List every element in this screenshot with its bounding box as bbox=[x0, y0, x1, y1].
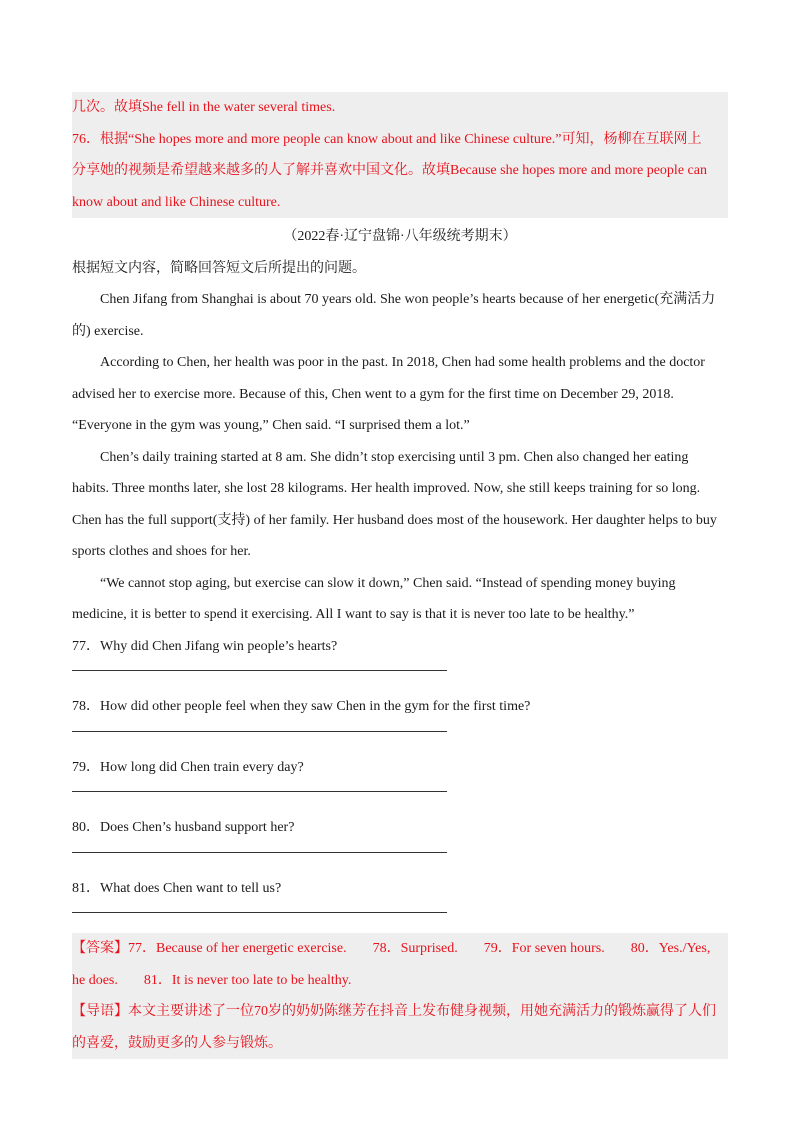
guide-text: 本文主要讲述了一位70岁的奶奶陈继芳在抖音上发布健身视频，用她充满活力的锻炼赢得了人们的喜爱，鼓励更多的人参与锻炼。 bbox=[72, 1004, 716, 1051]
passage-paragraph-4: “We cannot stop aging, but exercise can slow it down,” Chen said. “Instead of spending money buying medicine, it is better to spend it exercising. All I want to say is that it is never too late to be healthy.” bbox=[72, 575, 676, 622]
previous-answer-line: 几次。故填She fell in the water several times. bbox=[72, 100, 336, 115]
guide-label: 【导语】 bbox=[72, 1004, 128, 1019]
passage-paragraph-2: According to Chen, her health was poor in the past. In 2018, Chen had some health problems and the doctor advised her to exercise more. Because of this, Chen went to a gym for the first time on December 29, 2018. “Everyone in the gym was young,” Chen said. “I surprised them a lot.” bbox=[72, 355, 705, 433]
answer-81: 81．It is never too late to be healthy. bbox=[143, 972, 352, 988]
answer-block bbox=[72, 933, 728, 1059]
answer-80-part-1: 80．Yes./Yes, bbox=[630, 941, 711, 956]
source-note: （2022春·辽宁盘锦·八年级统考期末） bbox=[283, 229, 517, 244]
answer-line-2 bbox=[72, 965, 728, 997]
passage-paragraph-1: Chen Jifang from Shanghai is about 70 years old. She won people’s hearts because of her energetic(充满活力的) exercise. bbox=[72, 292, 716, 339]
answer-76-line-1: 76．根据“She hopes more and more people can know about and like Chinese culture.”可知，杨柳在互联网上 bbox=[72, 131, 702, 147]
answer-line-77[interactable] bbox=[72, 670, 447, 671]
answer-line-78[interactable] bbox=[72, 731, 447, 732]
answer-79: 79．For seven hours. bbox=[483, 941, 605, 956]
guide-paragraph bbox=[72, 996, 728, 1059]
answer-77: 77．Because of her energetic exercise. bbox=[128, 941, 347, 956]
answer-80-part-2: he does. bbox=[72, 972, 118, 988]
answer-line-80[interactable] bbox=[72, 852, 447, 853]
answer-line-1 bbox=[72, 933, 728, 965]
question-77: 77．Why did Chen Jifang win people’s hearts? bbox=[72, 638, 338, 654]
passage-paragraph-3: Chen’s daily training started at 8 am. She didn’t stop exercising until 3 pm. Chen also changed her eating habits. Three months later, she lost 28 kilograms. Her health improved. Now, she still keeps training for so long. Chen has the full support(支持) of her family. Her husband does most of the housework. Her daughter helps to buy sports clothes and shoes for her. bbox=[72, 449, 717, 559]
answer-line-81[interactable] bbox=[72, 912, 447, 913]
answer-76-line-3: know about and like Chinese culture. bbox=[72, 194, 281, 210]
answer-76-line-2: 分享她的视频是希望越来越多的人了解并喜欢中国文化。故填Because she hopes more and more people can bbox=[72, 163, 707, 178]
question-79: 79．How long did Chen train every day? bbox=[72, 759, 304, 775]
instruction: 根据短文内容，简略回答短文后所提出的问题。 bbox=[72, 260, 366, 276]
answer-78: 78．Surprised. bbox=[372, 941, 458, 956]
document-page bbox=[72, 92, 728, 1059]
question-80: 80．Does Chen’s husband support her? bbox=[72, 820, 295, 835]
question-78: 78．How did other people feel when they saw Chen in the gym for the first time? bbox=[72, 699, 531, 714]
question-81: 81．What does Chen want to tell us? bbox=[72, 880, 282, 896]
previous-answer-block bbox=[72, 92, 728, 218]
answer-line-79[interactable] bbox=[72, 791, 447, 792]
answer-label: 【答案】 bbox=[72, 941, 128, 956]
